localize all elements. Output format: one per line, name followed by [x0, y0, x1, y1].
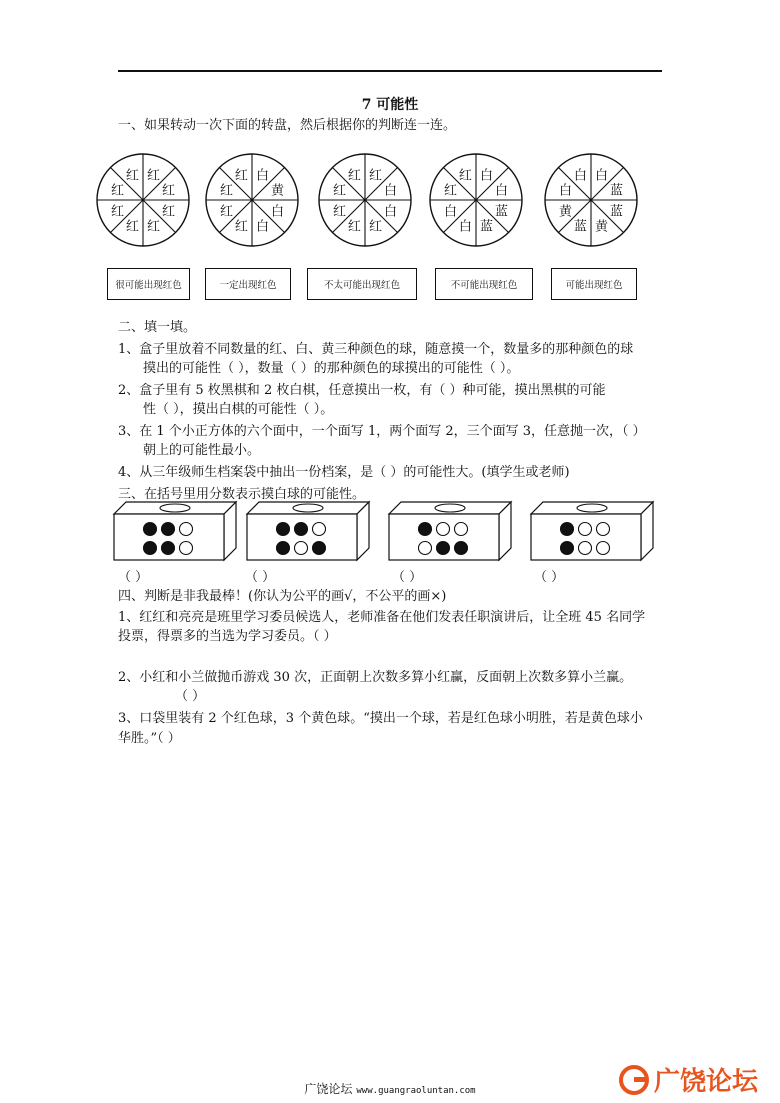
ball-box-4 [529, 500, 655, 562]
spinner-sector-label: 白 [458, 219, 472, 235]
black-ball [561, 523, 574, 536]
spinner-sector-label: 红 [125, 219, 139, 235]
q2-2-line2: 性（ ），摸出白棋的可能性（ ）。 [143, 402, 334, 417]
spinner-wheel-5 [545, 154, 637, 246]
black-ball [437, 542, 450, 555]
spinner-wheel-2 [206, 154, 298, 246]
box-slot [435, 504, 465, 512]
answer-paren-4: （ ） [534, 570, 565, 585]
spinner-sector-label: 红 [147, 219, 161, 235]
q2-1-line2: 摸出的可能性（ ），数量（ ）的那种颜色的球摸出的可能性（ ）。 [143, 361, 520, 376]
card-unlikely: 不太可能出现红色 [307, 268, 417, 300]
white-ball [180, 542, 193, 555]
spinner-sector-label: 红 [234, 168, 248, 184]
black-ball [419, 523, 432, 536]
box-slot [160, 504, 190, 512]
spinner-sector-label: 白 [270, 204, 285, 220]
spinner-sector-label: 红 [234, 219, 248, 235]
black-ball [144, 542, 157, 555]
spinner-sector-label: 红 [369, 219, 383, 235]
q2-3-line1: 3、在 1 个小正方体的六个面中，一个面写 1，两个面写 2，三个面写 3，任意抛一次，（ ） [118, 424, 646, 439]
spinner-sector-label: 红 [369, 168, 383, 184]
spinner-sector-label: 白 [595, 168, 609, 184]
section2-heading: 二、填一填。 [118, 320, 197, 335]
spinner-sector-label: 红 [147, 168, 161, 184]
answer-paren-1: （ ） [118, 570, 149, 585]
black-ball [162, 523, 175, 536]
answer-paren-3: （ ） [392, 570, 423, 585]
q2-4-line: 4、从三年级师生档案袋中抽出一份档案，是（ ）的可能性大。(填学生或老师) [118, 465, 570, 480]
white-ball [597, 542, 610, 555]
spinner-sector-label: 蓝 [573, 219, 587, 235]
card-very-likely: 很可能出现红色 [107, 268, 190, 300]
header-rule [118, 70, 662, 72]
spinner-sector-label: 黄 [270, 183, 285, 199]
logo-g-bar [634, 1077, 647, 1082]
white-ball [597, 523, 610, 536]
box-slot [577, 504, 607, 512]
spinner-sector-label: 红 [332, 204, 347, 220]
white-ball [419, 542, 432, 555]
spinner-sector-label: 红 [125, 168, 139, 184]
spinner-sector-label: 红 [110, 183, 125, 199]
spinner-sector-label: 红 [332, 183, 347, 199]
forum-logo [616, 1062, 776, 1098]
spinner-sector-label: 蓝 [609, 204, 624, 220]
white-ball [579, 523, 592, 536]
white-ball [180, 523, 193, 536]
spinner-sector-label: 白 [480, 168, 494, 184]
spinner-sector-label: 蓝 [480, 219, 494, 235]
black-ball [277, 542, 290, 555]
card-impossible: 不可能出现红色 [435, 268, 533, 300]
ball-box-1 [112, 500, 238, 562]
spinner-sector-label: 红 [161, 183, 176, 199]
spinner-sector-label: 白 [383, 204, 398, 220]
q4-2-line1: 2、小红和小兰做抛币游戏 30 次，正面朝上次数多算小红赢，反面朝上次数多算小兰赢。 [118, 670, 633, 685]
spinner-sector-label: 红 [219, 204, 234, 220]
answer-paren-2: （ ） [245, 570, 276, 585]
spinner-sector-label: 红 [110, 204, 125, 220]
logo-text: 广饶论坛 [654, 1067, 759, 1097]
footer-site-url: www.guangraoluntan.com [356, 1086, 476, 1096]
spinner-wheel-3 [319, 154, 411, 246]
spinner-sector-label: 白 [383, 183, 398, 199]
card-possible: 可能出现红色 [551, 268, 637, 300]
black-ball [277, 523, 290, 536]
black-ball [561, 542, 574, 555]
q4-3-line2: 华胜。”（ ） [118, 731, 181, 746]
black-ball [455, 542, 468, 555]
box-slot [293, 504, 323, 512]
white-ball [579, 542, 592, 555]
white-ball [437, 523, 450, 536]
page-title: 7 可能性 [361, 97, 419, 113]
spinner-row [0, 150, 780, 250]
q4-1-line1: 1、红红和亮亮是班里学习委员候选人，老师准备在他们发表任职演讲后，让全班 45 名同学 [118, 610, 646, 625]
spinner-sector-label: 白 [494, 183, 509, 199]
footer-forum-name: 广饶论坛 [304, 1082, 353, 1096]
white-ball [313, 523, 326, 536]
spinner-sector-label: 蓝 [609, 183, 624, 199]
spinner-sector-label: 红 [219, 183, 234, 199]
spinner-sector-label: 红 [443, 183, 458, 199]
white-ball [295, 542, 308, 555]
spinner-sector-label: 白 [558, 183, 573, 199]
black-ball [162, 542, 175, 555]
q4-2-line2: （ ） [175, 689, 206, 704]
spinner-sector-label: 黄 [595, 219, 609, 235]
spinner-wheel-4 [430, 154, 522, 246]
spinner-sector-label: 红 [347, 168, 361, 184]
section1-heading: 一、如果转动一次下面的转盘，然后根据你的判断连一连。 [118, 118, 457, 133]
spinner-sector-label: 白 [443, 204, 458, 220]
spinner-sector-label: 白 [256, 168, 270, 184]
ball-box-2 [245, 500, 371, 562]
card-certain: 一定出现红色 [205, 268, 291, 300]
ball-box-3 [387, 500, 513, 562]
spinner-sector-label: 红 [161, 204, 176, 220]
q2-3-line2: 朝上的可能性最小。 [143, 443, 261, 458]
spinner-sector-label: 白 [256, 219, 270, 235]
spinner-sector-label: 红 [458, 168, 472, 184]
spinner-sector-label: 黄 [558, 204, 573, 220]
black-ball [144, 523, 157, 536]
spinner-wheel-1 [97, 154, 189, 246]
q4-3-line1: 3、口袋里装有 2 个红色球，3 个黄色球。“摸出一个球，若是红色球小明胜，若是黄色球小 [118, 711, 643, 726]
white-ball [455, 523, 468, 536]
q2-2-line1: 2、盒子里有 5 枚黑棋和 2 枚白棋，任意摸出一枚，有（ ）种可能，摸出黑棋的可能 [118, 383, 606, 398]
black-ball [313, 542, 326, 555]
spinner-sector-label: 红 [347, 219, 361, 235]
q4-1-line2: 投票，得票多的当选为学习委员。（ ） [118, 629, 337, 644]
q2-1-line1: 1、盒子里放着不同数量的红、白、黄三种颜色的球，随意摸一个，数量多的那种颜色的球 [118, 342, 634, 357]
spinner-sector-label: 蓝 [494, 204, 509, 220]
section4-heading: 四、判断是非我最棒！(你认为公平的画√，不公平的画×) [118, 589, 447, 604]
spinner-sector-label: 白 [573, 168, 587, 184]
section3-heading: 三、在括号里用分数表示摸白球的可能性。 [118, 487, 366, 502]
black-ball [295, 523, 308, 536]
